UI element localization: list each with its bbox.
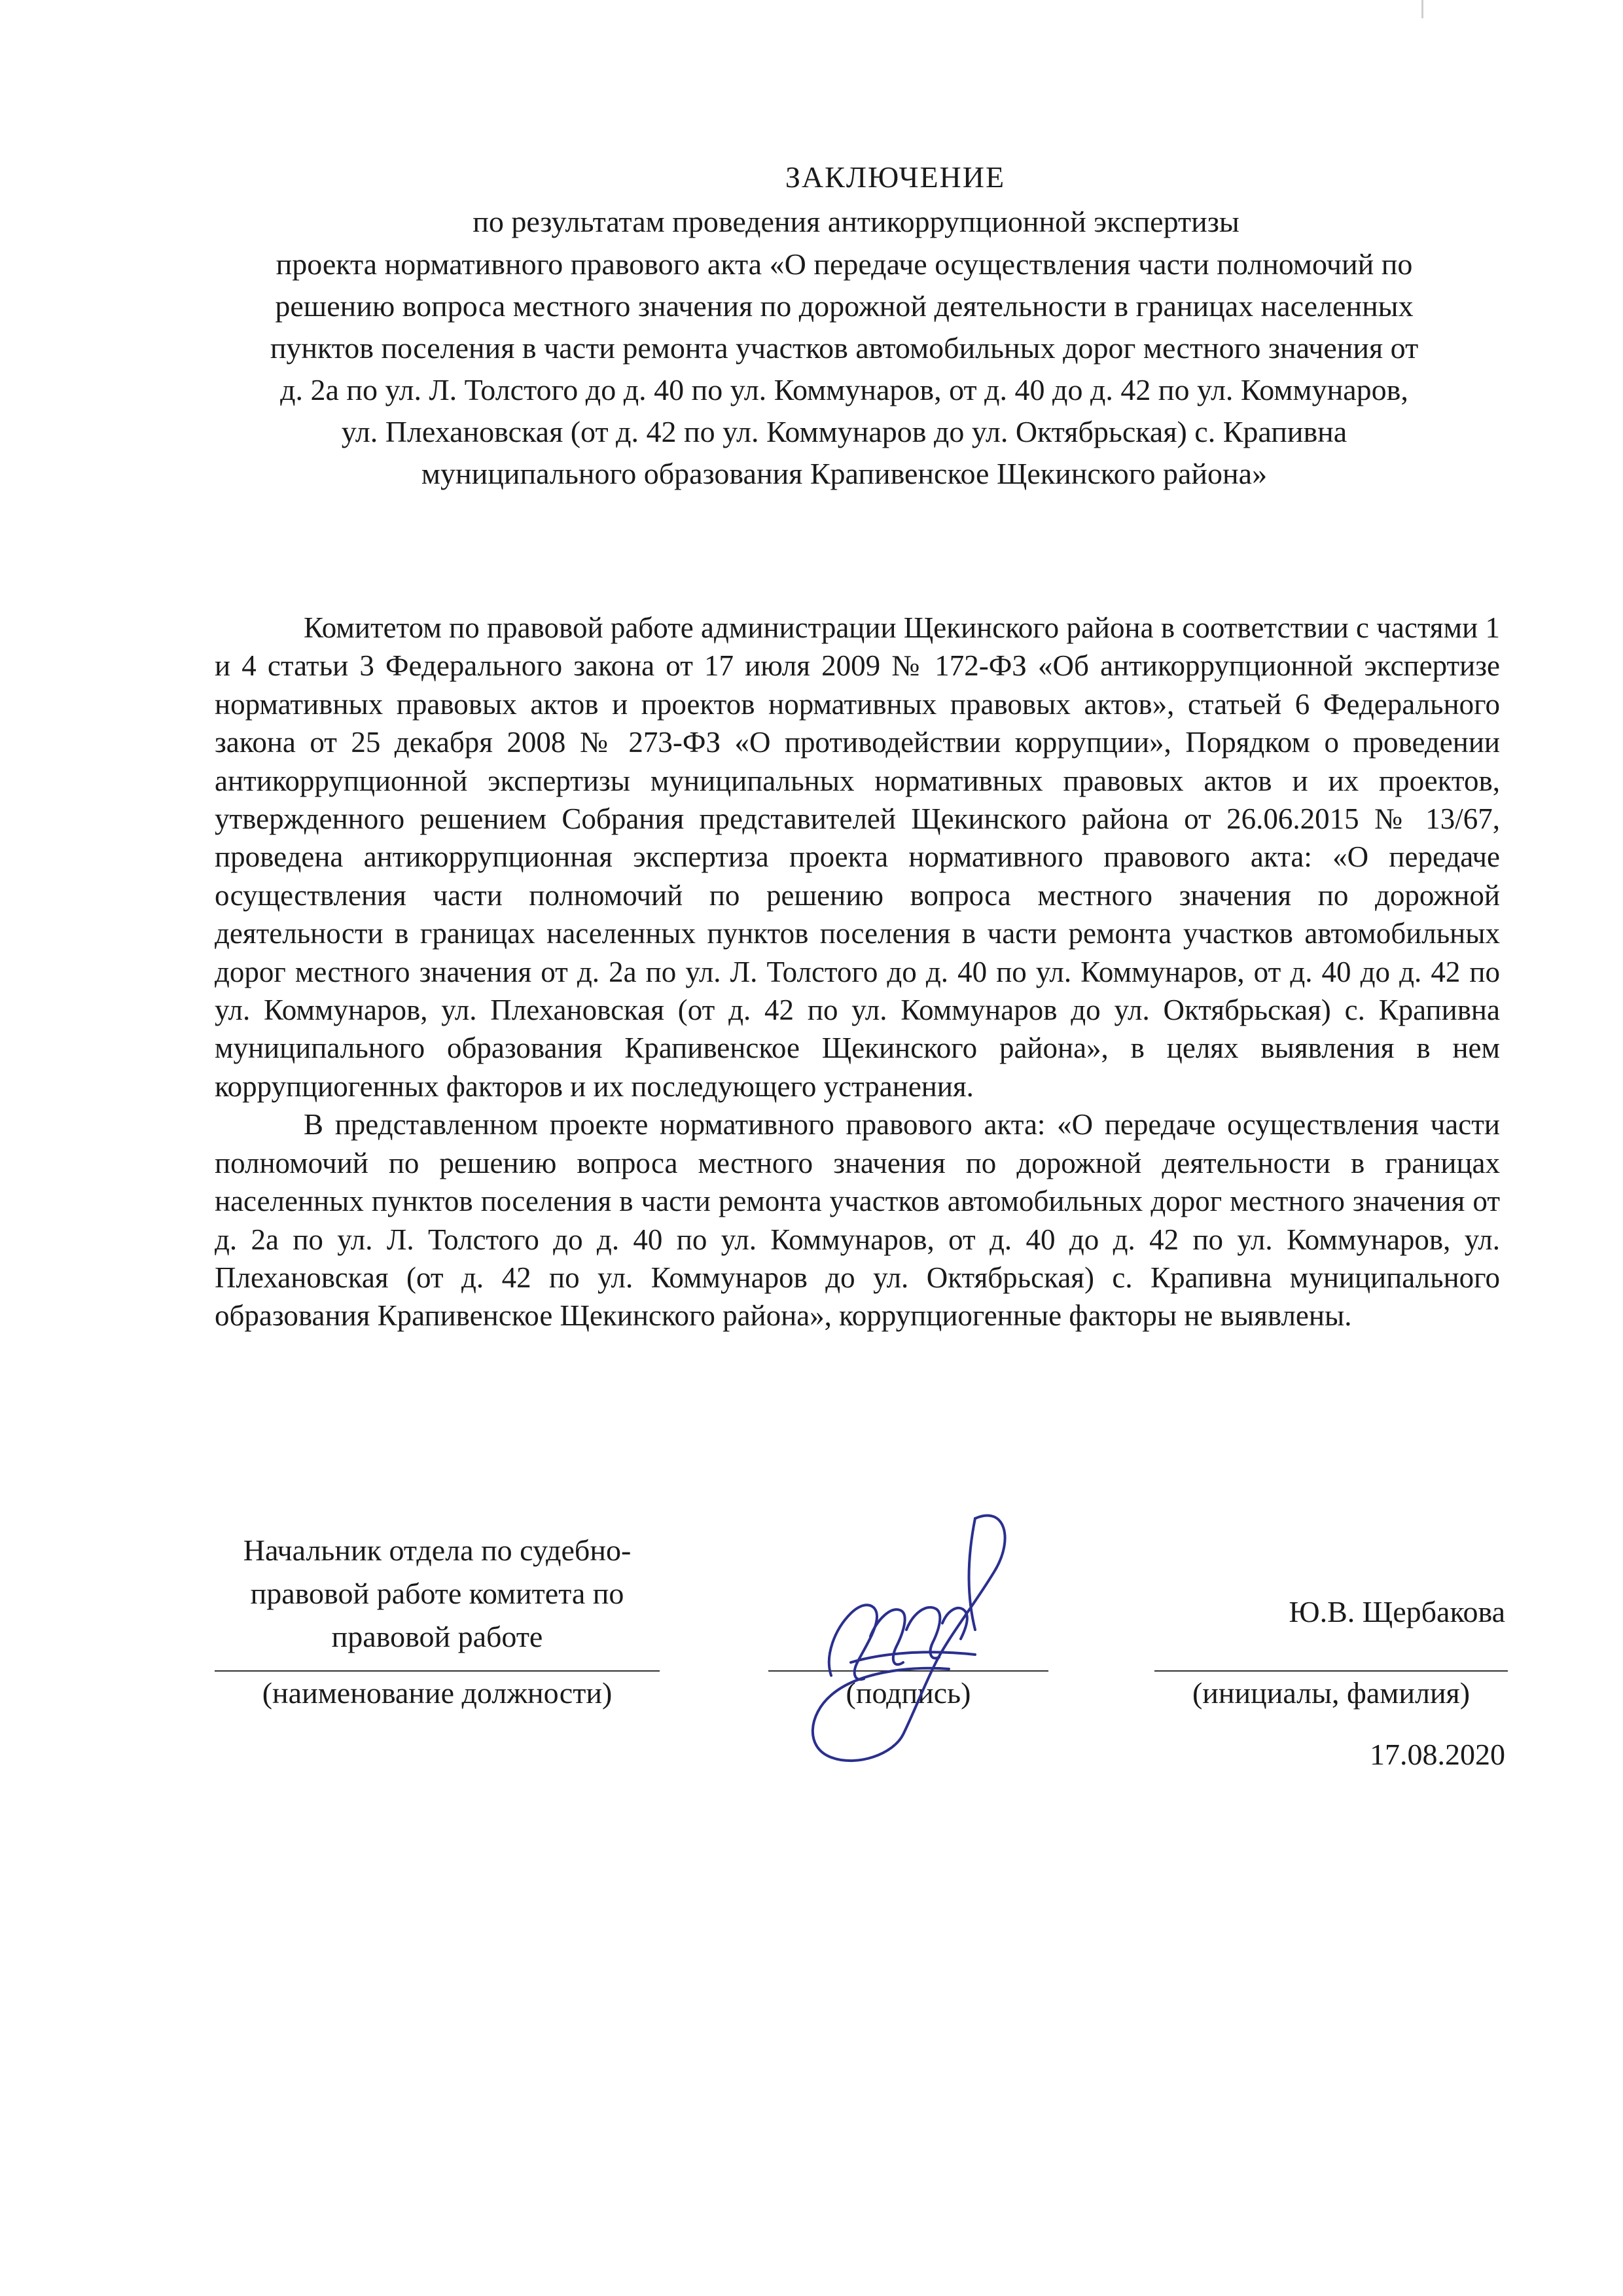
name-signature-line — [1154, 1670, 1508, 1672]
name-caption: (инициалы, фамилия) — [1192, 1676, 1471, 1710]
document-subtitle: по результатам проведения антикоррупционной экспертизы — [473, 205, 1240, 238]
scan-artifact-mark — [1421, 0, 1423, 18]
project-title-line: проекта нормативного правового акта «О передаче осуществления части полномочий по — [276, 247, 1413, 281]
project-title-line: ул. Плехановская (от д. 42 по ул. Коммунаров до ул. Октябрьская) с. Крапивна — [341, 415, 1347, 448]
handwritten-signature — [779, 1499, 1054, 1774]
project-title-line: решению вопроса местного значения по дорожной деятельности в границах населенных — [275, 289, 1414, 323]
project-title-line: муниципального образования Крапивенское Щекинского района» — [421, 457, 1268, 490]
body-paragraph: Комитетом по правовой работе администрации Щекинского района в соответствии с частями 1 и 4 статьи 3 Федерального закона от 17 июля 2009 № 172-ФЗ «Об антикоррупционной экспертизе нормативных правовых актов и проектов нормативных правовых актов», статьей 6 Федерального закона от 25 декабря 2008 № 273-ФЗ «О противодействии коррупции», Порядком о проведении антикоррупционной экспертизы муниципальных нормативных правовых актов и их проектов, утвержденного решением Собрания представителей Щекинского района от 26.06.2015 № 13/67, проведена антикоррупционная экспертиза проекта нормативного правового акта: «О передаче осуществления части полномочий по решению вопроса местного значения по дорожной деятельности в границах населенных пунктов поселения в части ремонта участков автомобильных дорог местного значения от д. 2а по ул. Л. Толстого до д. 40 по ул. Коммунаров, от д. 40 до д. 42 по ул. Коммунаров, ул. Плехановская (от д. 42 по ул. Коммунаров до ул. Октябрьская) с. Крапивна муниципального образования Крапивенское Щекинского района», в целях выявления в нем коррупциогенных факторов и их последующего устранения. — [215, 611, 1500, 1103]
project-title — [209, 243, 1479, 495]
project-title-line: пунктов поселения в части ремонта участков автомобильных дорог местного значения от — [270, 331, 1419, 365]
signatory-name: Ю.В. Щербакова — [1289, 1595, 1505, 1628]
signatory-position-line: Начальник отдела по судебно- — [243, 1534, 632, 1567]
project-title-line: д. 2а по ул. Л. Толстого до д. 40 по ул. Коммунаров, от д. 40 до д. 42 по ул. Коммунаров, — [280, 373, 1408, 406]
conclusion-body — [215, 609, 1500, 1335]
document-title: ЗАКЛЮЧЕНИЕ — [785, 160, 1006, 194]
body-paragraph: В представленном проекте нормативного правового акта: «О передаче осуществления части полномочий по решению вопроса местного значения по дорожной деятельности в границах населенных пунктов поселения в части ремонта участков автомобильных дорог местного значения от д. 2а по ул. Л. Толстого до д. 40 по ул. Коммунаров, от д. 40 до д. 42 по ул. Коммунаров, ул. Плехановская (от д. 42 по ул. Коммунаров до ул. Октябрьская) с. Крапивна муниципального образования Крапивенское Щекинского района», коррупциогенные факторы не выявлены. — [215, 1108, 1500, 1333]
document-date: 17.08.2020 — [1370, 1738, 1505, 1771]
position-caption: (наименование должности) — [262, 1676, 613, 1710]
signatory-position-line: правовой работе — [331, 1620, 543, 1653]
signatory-position — [215, 1529, 660, 1659]
signature-caption: (подпись) — [846, 1676, 971, 1710]
position-signature-line — [215, 1670, 660, 1672]
signatory-position-line: правовой работе комитета по — [250, 1577, 624, 1610]
